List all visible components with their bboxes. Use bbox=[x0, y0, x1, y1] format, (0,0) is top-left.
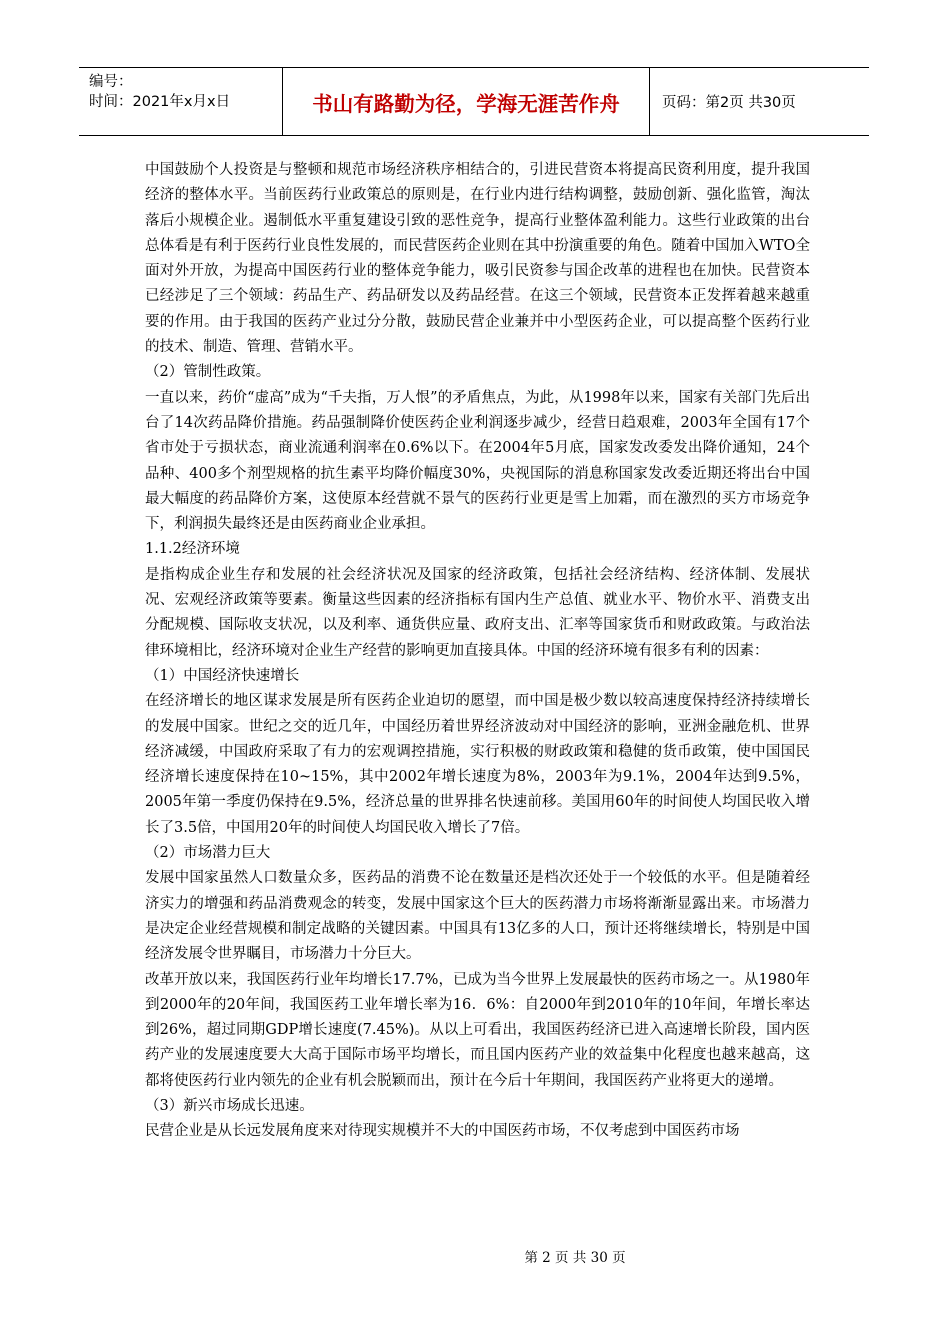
section-heading: 1.1.2经济环境 bbox=[145, 541, 240, 558]
subheading: （1）中国经济快速增长 bbox=[145, 667, 300, 684]
header-meta bbox=[79, 68, 283, 135]
page-footer: 第 2 页 共 30 页 bbox=[524, 1250, 626, 1266]
paragraph: 发展中国家虽然人口数量众多，医药品的消费不论在数量还是档次还处于一个较低的水平。但是随着经济实力的增强和药品消费观念的转变，发展中国家这个巨大的医药潜力市场将渐渐显露出来。市场潜力是决定企业经营规模和制定战略的关键因素。中国具有13亿多的人口，预计还将继续增长，特别是中国经济发展令世界瞩目，市场潜力十分巨大。 bbox=[145, 870, 810, 963]
document-body bbox=[145, 158, 810, 1145]
paragraph: 在经济增长的地区谋求发展是所有医药企业迫切的愿望，而中国是极少数以较高速度保持经济持续增长的发展中国家。世纪之交的近几年，中国经历着世界经济波动对中国经济的影响，亚洲金融危机、世界经济减缓，中国政府采取了有力的宏观调控措施，实行积极的财政政策和稳健的货币政策，使中国国民经济增长速度保持在10~15%，其中2002年增长速度为8%，2003年为9.1%，2004年达到9.5%，2005年第一季度仍保持在9.5%，经济总量的世界排名快速前移。美国用60年的时间使人均国民收入增长了3.5倍，中国用20年的时间使人均国民收入增长了7倍。 bbox=[145, 693, 810, 836]
header-page-label: 页码：第2页 共30页 bbox=[662, 95, 796, 111]
paragraph: 民营企业是从长远发展角度来对待现实规模并不大的中国医药市场，不仅考虑到中国医药市场 bbox=[145, 1123, 740, 1140]
page-header bbox=[79, 67, 869, 136]
header-motto: 书山有路勤为径，学海无涯苦作舟 bbox=[283, 68, 650, 135]
date-label: 时间：2021年x月x日 bbox=[89, 94, 231, 110]
paragraph: 是指构成企业生存和发展的社会经济状况及国家的经济政策，包括社会经济结构、经济体制、发展状况、宏观经济政策等要素。衡量这些因素的经济指标有国内生产总值、就业水平、物价水平、消费支出分配规模、国际收支状况，以及利率、通货供应量、政府支出、汇率等国家货币和财政政策。与政治法律环境相比，经济环境对企业生产经营的影响更加直接具体。中国的经济环境有很多有利的因素： bbox=[145, 566, 810, 659]
subheading: （2）市场潜力巨大 bbox=[145, 845, 271, 862]
number-label: 编号： bbox=[89, 74, 133, 90]
subheading: （3）新兴市场成长迅速。 bbox=[145, 1097, 314, 1114]
paragraph: 中国鼓励个人投资是与整顿和规范市场经济秩序相结合的，引进民营资本将提高民资利用度，提升我国经济的整体水平。当前医药行业政策总的原则是，在行业内进行结构调整，鼓励创新、强化监管，淘汰落后小规模企业。遏制低水平重复建设引致的恶性竞争，提高行业整体盈利能力。这些行业政策的出台总体看是有利于医药行业良性发展的，而民营医药企业则在其中扮演重要的角色。随着中国加入WTO全面对外开放，为提高中国医药行业的整体竞争能力，吸引民资参与国企改革的进程也在加快。民营资本已经涉足了三个领域：药品生产、药品研发以及药品经营。在这三个领域，民营资本正发挥着越来越重要的作用。由于我国的医药产业过分分散，鼓励民营企业兼并中小型医药企业，可以提高整个医药行业的技术、制造、管理、营销水平。 bbox=[145, 162, 810, 356]
paragraph: 一直以来，药价“虚高”成为“千夫指，万人恨”的矛盾焦点，为此，从1998年以来，国家有关部门先后出台了14次药品降价措施。药品强制降价使医药企业利润逐步减少，经营日趋艰难，2003年全国有17个省市处于亏损状态，商业流通利润率在0.6%以下。在2004年5月底，国家发改委发出降价通知，24个品种、400多个剂型规格的抗生素平均降价幅度30%，央视国际的消息称国家发改委近期还将出台中国最大幅度的药品降价方案，这使原本经营就不景气的医药行业更是雪上加霜，而在激烈的买方市场竞争下，利润损失最终还是由医药商业企业承担。 bbox=[145, 389, 810, 533]
paragraph: 改革开放以来，我国医药行业年均增长17.7%，已成为当今世界上发展最快的医药市场之一。从1980年到2000年的20年间，我国医药工业年增长率为16．6%：自2000年到2010年的10年间，年增长率达到26%，超过同期GDP增长速度(7.45%)。从以上可看出，我国医药经济已进入高速增长阶段，国内医药产业的发展速度要大大高于国际市场平均增长，而且国内医药产业的效益集中化程度也越来越高，这都将使医药行业内领先的企业有机会脱颖而出，预计在今后十年期间，我国医药产业将更大的递增。 bbox=[145, 971, 810, 1089]
subheading: （2）管制性政策。 bbox=[145, 364, 271, 381]
